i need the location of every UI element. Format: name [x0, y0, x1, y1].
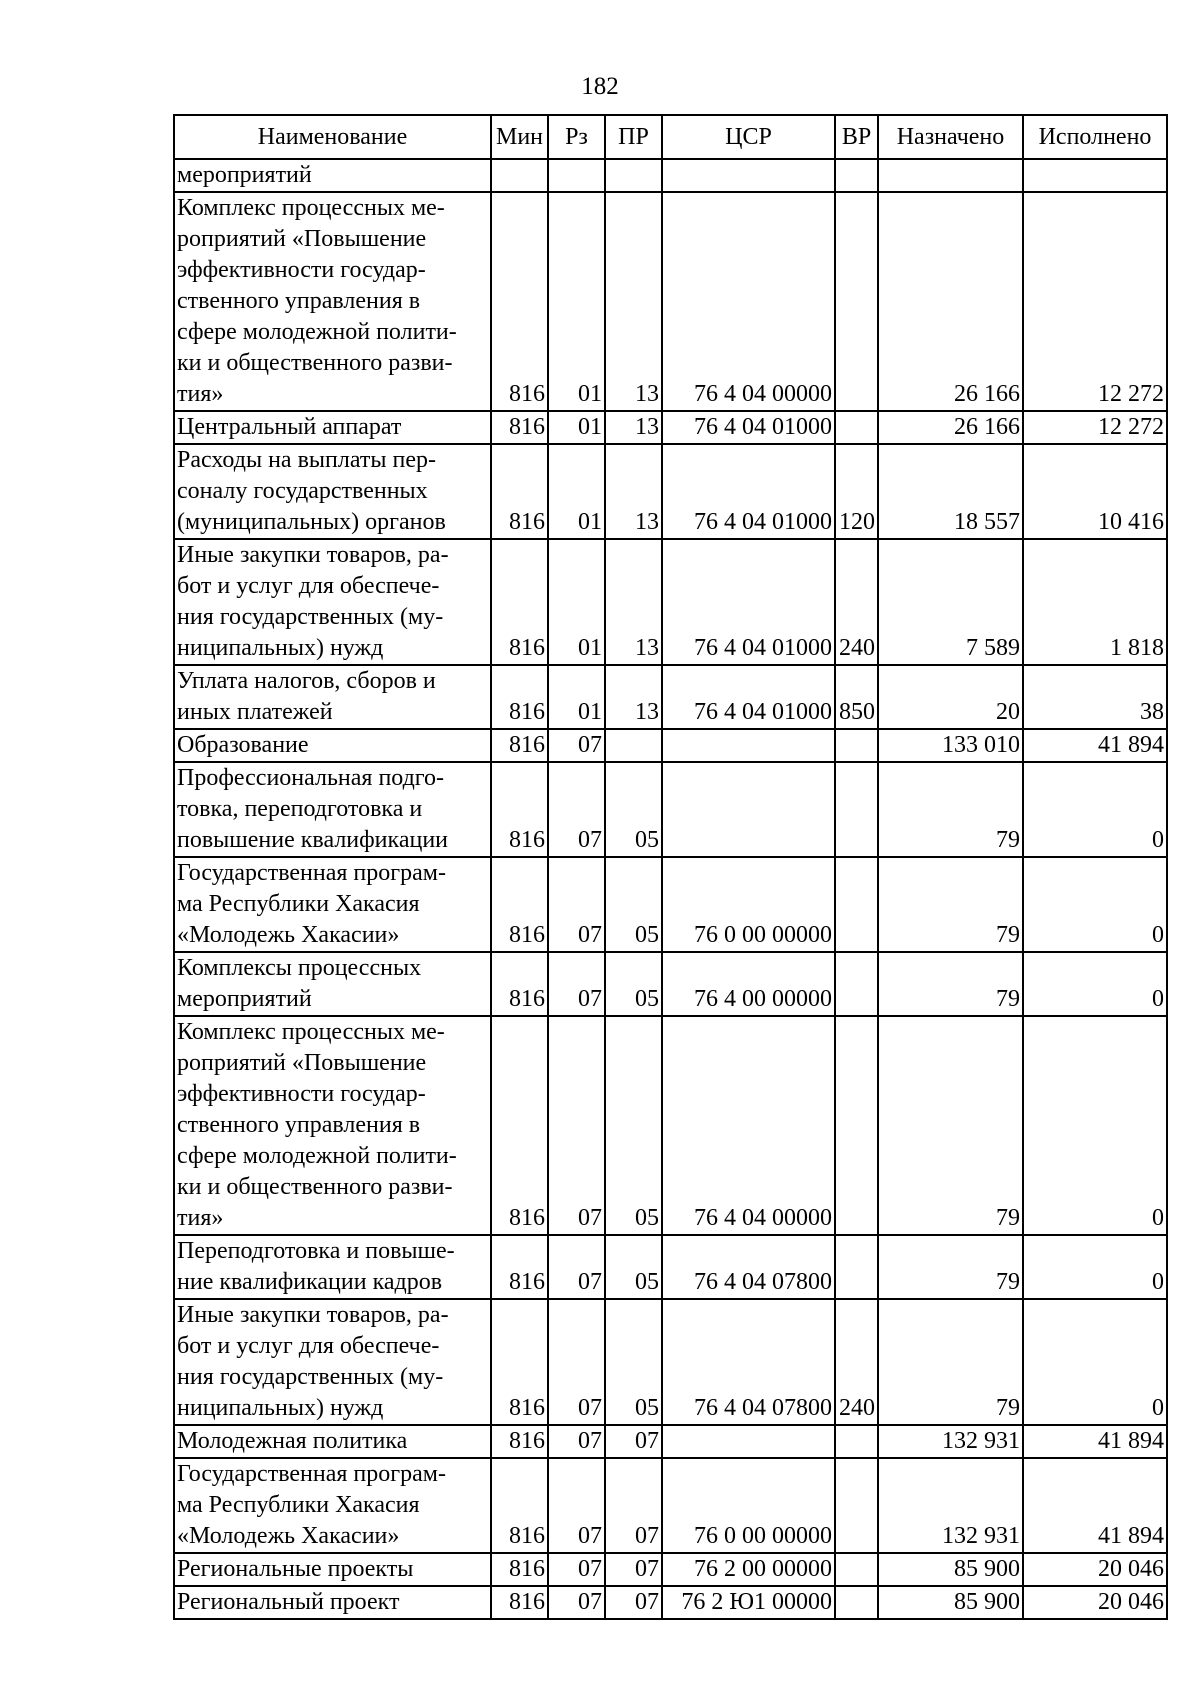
cell-rz: 07 — [548, 1458, 605, 1553]
cell-name — [174, 1586, 491, 1619]
cell-executed: 0 — [1023, 1235, 1167, 1299]
header-csr: ЦСР — [662, 115, 835, 159]
cell-vr — [835, 1586, 878, 1619]
row-name-text: Иные закупки товаров, ра- бот и услуг для обеспече- ния государственных (му- ниципальных) нужд — [177, 1302, 449, 1421]
table-row — [174, 1553, 1167, 1586]
cell-executed: 10 416 — [1023, 444, 1167, 539]
cell-name — [174, 192, 491, 411]
row-name-text: Иные закупки товаров, ра- бот и услуг для обеспече- ния государственных (му- ниципальных) нужд — [177, 542, 449, 661]
cell-min: 816 — [491, 857, 548, 952]
cell-pr: 07 — [605, 1458, 662, 1553]
cell-vr — [835, 1016, 878, 1235]
table-row — [174, 1425, 1167, 1458]
header-vr: ВР — [835, 115, 878, 159]
cell-assigned: 79 — [878, 1235, 1023, 1299]
cell-vr — [835, 729, 878, 762]
cell-vr: 850 — [835, 665, 878, 729]
cell-rz: 01 — [548, 411, 605, 444]
cell-min: 816 — [491, 665, 548, 729]
header-pr: ПР — [605, 115, 662, 159]
cell-name — [174, 1299, 491, 1425]
row-name-text: Расходы на выплаты пер- соналу государственных (муниципальных) органов — [177, 447, 446, 535]
table-row — [174, 1458, 1167, 1553]
cell-pr: 05 — [605, 762, 662, 857]
cell-assigned: 79 — [878, 1016, 1023, 1235]
cell-pr — [605, 729, 662, 762]
cell-min: 816 — [491, 1425, 548, 1458]
cell-rz: 07 — [548, 1425, 605, 1458]
cell-rz: 01 — [548, 192, 605, 411]
cell-assigned: 85 900 — [878, 1553, 1023, 1586]
cell-pr — [605, 159, 662, 192]
cell-pr: 13 — [605, 539, 662, 665]
table-row — [174, 411, 1167, 444]
cell-assigned: 7 589 — [878, 539, 1023, 665]
row-name-text: Молодежная политика — [177, 1428, 408, 1454]
cell-assigned: 133 010 — [878, 729, 1023, 762]
table-row — [174, 539, 1167, 665]
cell-pr: 05 — [605, 1235, 662, 1299]
cell-name — [174, 1553, 491, 1586]
cell-name — [174, 729, 491, 762]
cell-assigned: 79 — [878, 857, 1023, 952]
cell-pr: 13 — [605, 444, 662, 539]
cell-assigned: 85 900 — [878, 1586, 1023, 1619]
cell-assigned — [878, 159, 1023, 192]
cell-csr — [662, 762, 835, 857]
cell-executed: 20 046 — [1023, 1586, 1167, 1619]
cell-assigned: 79 — [878, 762, 1023, 857]
table-row — [174, 1586, 1167, 1619]
cell-pr: 05 — [605, 1016, 662, 1235]
table-row — [174, 192, 1167, 411]
cell-executed: 12 272 — [1023, 192, 1167, 411]
cell-executed: 0 — [1023, 1299, 1167, 1425]
cell-min: 816 — [491, 539, 548, 665]
cell-assigned: 79 — [878, 952, 1023, 1016]
row-name-text: Комплексы процессных мероприятий — [177, 955, 422, 1012]
table-row — [174, 159, 1167, 192]
cell-pr: 05 — [605, 1299, 662, 1425]
table-row — [174, 857, 1167, 952]
header-name: Наименование — [174, 115, 491, 159]
cell-csr: 76 4 04 01000 — [662, 444, 835, 539]
cell-executed: 38 — [1023, 665, 1167, 729]
cell-csr: 76 4 04 00000 — [662, 192, 835, 411]
cell-executed: 41 894 — [1023, 1458, 1167, 1553]
row-name-text: Комплекс процессных ме- роприятий «Повышение эффективности государ- ственного управления в сфере молодежной полити- ки и общественного разви- тия» — [177, 1019, 457, 1231]
table-row — [174, 762, 1167, 857]
cell-csr: 76 4 04 07800 — [662, 1299, 835, 1425]
row-name-text: Комплекс процессных ме- роприятий «Повышение эффективности государ- ственного управления в сфере молодежной полити- ки и общественного разви- тия» — [177, 195, 457, 407]
cell-name — [174, 411, 491, 444]
cell-executed: 41 894 — [1023, 1425, 1167, 1458]
cell-vr — [835, 1235, 878, 1299]
cell-rz: 07 — [548, 1586, 605, 1619]
cell-name — [174, 665, 491, 729]
cell-vr: 120 — [835, 444, 878, 539]
cell-csr — [662, 159, 835, 192]
row-name-text: Государственная програм- ма Республики Хакасия «Молодежь Хакасии» — [177, 1461, 446, 1549]
cell-min: 816 — [491, 1235, 548, 1299]
cell-min: 816 — [491, 444, 548, 539]
header-executed: Исполнено — [1023, 115, 1167, 159]
row-name-text: Образование — [177, 732, 309, 758]
cell-rz — [548, 159, 605, 192]
header-row — [174, 115, 1167, 159]
row-name-text: Профессиональная подго- товка, переподготовка и повышение квалификации — [177, 765, 449, 853]
cell-csr: 76 0 00 00000 — [662, 1458, 835, 1553]
cell-executed: 41 894 — [1023, 729, 1167, 762]
cell-min: 816 — [491, 411, 548, 444]
cell-executed: 1 818 — [1023, 539, 1167, 665]
cell-name — [174, 762, 491, 857]
cell-vr — [835, 1553, 878, 1586]
cell-vr — [835, 192, 878, 411]
table-row — [174, 952, 1167, 1016]
cell-assigned: 132 931 — [878, 1425, 1023, 1458]
cell-csr — [662, 729, 835, 762]
cell-assigned: 26 166 — [878, 192, 1023, 411]
header-rz: Рз — [548, 115, 605, 159]
cell-min: 816 — [491, 1553, 548, 1586]
cell-name — [174, 539, 491, 665]
cell-rz: 07 — [548, 729, 605, 762]
cell-name — [174, 952, 491, 1016]
row-name-text: Центральный аппарат — [177, 414, 402, 440]
cell-rz: 07 — [548, 952, 605, 1016]
page-number: 182 — [581, 73, 619, 100]
cell-rz: 01 — [548, 665, 605, 729]
cell-pr: 07 — [605, 1553, 662, 1586]
cell-rz: 07 — [548, 1299, 605, 1425]
cell-csr: 76 4 04 07800 — [662, 1235, 835, 1299]
cell-pr: 05 — [605, 857, 662, 952]
cell-csr: 76 4 04 01000 — [662, 539, 835, 665]
cell-csr — [662, 1425, 835, 1458]
cell-csr: 76 4 04 00000 — [662, 1016, 835, 1235]
cell-name — [174, 1425, 491, 1458]
cell-min: 816 — [491, 1299, 548, 1425]
cell-vr — [835, 762, 878, 857]
table-row — [174, 444, 1167, 539]
cell-rz: 07 — [548, 1016, 605, 1235]
cell-pr: 07 — [605, 1425, 662, 1458]
cell-min: 816 — [491, 729, 548, 762]
cell-assigned: 132 931 — [878, 1458, 1023, 1553]
cell-min: 816 — [491, 1586, 548, 1619]
row-name-text: Государственная програм- ма Республики Хакасия «Молодежь Хакасии» — [177, 860, 446, 948]
row-name-text: мероприятий — [177, 162, 312, 188]
row-name-text: Региональные проекты — [177, 1556, 414, 1582]
cell-vr — [835, 411, 878, 444]
cell-csr: 76 2 00 00000 — [662, 1553, 835, 1586]
cell-vr: 240 — [835, 1299, 878, 1425]
cell-assigned: 26 166 — [878, 411, 1023, 444]
cell-rz: 01 — [548, 444, 605, 539]
cell-name — [174, 1235, 491, 1299]
cell-rz: 07 — [548, 1235, 605, 1299]
cell-name — [174, 159, 491, 192]
cell-vr: 240 — [835, 539, 878, 665]
cell-vr — [835, 1425, 878, 1458]
cell-assigned: 20 — [878, 665, 1023, 729]
cell-min — [491, 159, 548, 192]
cell-csr: 76 4 04 01000 — [662, 411, 835, 444]
header-min: Мин — [491, 115, 548, 159]
table-row — [174, 729, 1167, 762]
table-row — [174, 1235, 1167, 1299]
cell-pr: 13 — [605, 411, 662, 444]
cell-name — [174, 444, 491, 539]
row-name-text: Региональный проект — [177, 1589, 400, 1615]
cell-pr: 13 — [605, 665, 662, 729]
cell-vr — [835, 159, 878, 192]
cell-rz: 01 — [548, 539, 605, 665]
cell-min: 816 — [491, 762, 548, 857]
cell-pr: 13 — [605, 192, 662, 411]
cell-pr: 05 — [605, 952, 662, 1016]
cell-name — [174, 1458, 491, 1553]
cell-csr: 76 4 00 00000 — [662, 952, 835, 1016]
cell-csr: 76 2 Ю1 00000 — [662, 1586, 835, 1619]
cell-name — [174, 857, 491, 952]
header-assigned: Назначено — [878, 115, 1023, 159]
cell-csr: 76 4 04 01000 — [662, 665, 835, 729]
table-body — [174, 159, 1167, 1619]
cell-executed: 0 — [1023, 762, 1167, 857]
cell-vr — [835, 857, 878, 952]
cell-vr — [835, 952, 878, 1016]
cell-min: 816 — [491, 1016, 548, 1235]
budget-table — [173, 114, 1168, 1620]
cell-assigned: 18 557 — [878, 444, 1023, 539]
table-row — [174, 1016, 1167, 1235]
cell-executed: 0 — [1023, 1016, 1167, 1235]
cell-executed — [1023, 159, 1167, 192]
row-name-text: Уплата налогов, сборов и иных платежей — [177, 668, 436, 725]
cell-rz: 07 — [548, 857, 605, 952]
cell-name — [174, 1016, 491, 1235]
cell-executed: 0 — [1023, 952, 1167, 1016]
cell-rz: 07 — [548, 1553, 605, 1586]
cell-min: 816 — [491, 952, 548, 1016]
cell-vr — [835, 1458, 878, 1553]
cell-executed: 12 272 — [1023, 411, 1167, 444]
cell-pr: 07 — [605, 1586, 662, 1619]
table-row — [174, 1299, 1167, 1425]
row-name-text: Переподготовка и повыше- ние квалификации кадров — [177, 1238, 455, 1295]
table-row — [174, 665, 1167, 729]
cell-executed: 20 046 — [1023, 1553, 1167, 1586]
cell-rz: 07 — [548, 762, 605, 857]
cell-assigned: 79 — [878, 1299, 1023, 1425]
cell-min: 816 — [491, 192, 548, 411]
cell-min: 816 — [491, 1458, 548, 1553]
cell-csr: 76 0 00 00000 — [662, 857, 835, 952]
cell-executed: 0 — [1023, 857, 1167, 952]
